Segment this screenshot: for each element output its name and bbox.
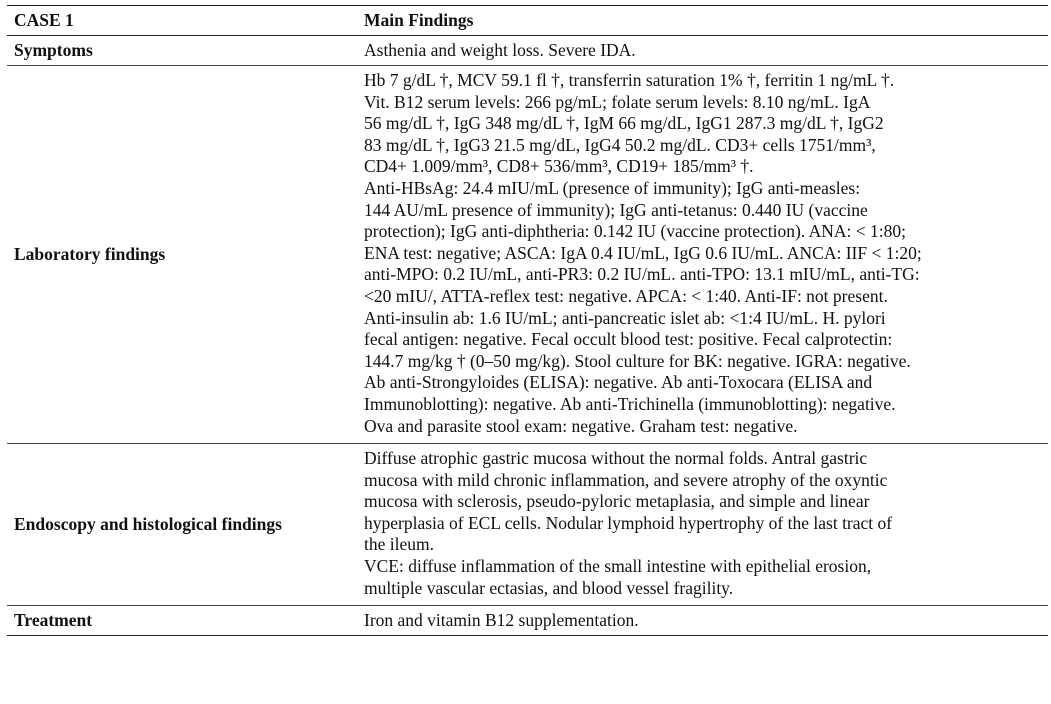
row-label-laboratory: Laboratory findings (14, 244, 166, 265)
table-row-treatment (7, 605, 1048, 635)
content-line: mucosa with sclerosis, pseudo-pyloric metaplasia, and simple and linear (364, 491, 870, 512)
content-line: mucosa with mild chronic inflammation, and severe atrophy of the oxyntic (364, 469, 888, 490)
content-line: 144.7 mg/kg † (0–50 mg/kg). Stool culture for BK: negative. IGRA: negative. (364, 350, 911, 371)
content-line: ENA test: negative; ASCA: IgA 0.4 IU/mL, IgG 0.6 IU/mL. ANCA: IIF < 1:20; (364, 242, 922, 263)
content-line: fecal antigen: negative. Fecal occult blood test: positive. Fecal calprotectin: (364, 329, 893, 350)
content-line: hyperplasia of ECL cells. Nodular lymphoid hypertrophy of the last tract of (364, 512, 893, 533)
row-label-treatment: Treatment (14, 610, 93, 631)
header-main-findings: Main Findings (364, 9, 474, 30)
table-row-endoscopy (7, 443, 1048, 605)
row-content-treatment (356, 606, 1048, 635)
table-header-row (7, 6, 1048, 36)
content-line: 56 mg/dL †, IgG 348 mg/dL †, IgM 66 mg/dL, IgG1 287.3 mg/dL †, IgG2 (364, 113, 884, 134)
content-line: <20 mIU/, ATTA-reflex test: negative. APCA: < 1:40. Anti-IF: not present. (364, 285, 888, 306)
content-line: 83 mg/dL †, IgG3 21.5 mg/dL, IgG4 50.2 mg/dL. CD3+ cells 1751/mm³, (364, 134, 876, 155)
content-line: CD4+ 1.009/mm³, CD8+ 536/mm³, CD19+ 185/mm³ †. (364, 156, 754, 177)
header-case-label: CASE 1 (14, 10, 74, 30)
content-line: Ova and parasite stool exam: negative. Graham test: negative. (364, 415, 798, 436)
content-line: multiple vascular ectasias, and blood vessel fragility. (364, 577, 734, 598)
table-row-symptoms (7, 36, 1048, 65)
row-content-laboratory (356, 66, 1048, 443)
table-row-laboratory (7, 65, 1048, 443)
row-label-symptoms: Symptoms (14, 40, 93, 60)
content-line: Anti-insulin ab: 1.6 IU/mL; anti-pancreatic islet ab: <1:4 IU/mL. H. pylori (364, 307, 886, 328)
content-line: Immunoblotting): negative. Ab anti-Trichinella (immunoblotting): negative. (364, 393, 896, 414)
findings-table (7, 5, 1048, 636)
content-line: protection); IgG anti-diphtheria: 0.142 IU (vaccine protection). ANA: < 1:80; (364, 221, 907, 242)
content-line: Ab anti-Strongyloides (ELISA): negative. Ab anti-Toxocara (ELISA and (364, 372, 873, 393)
row-content-symptoms (356, 36, 1048, 65)
content-line: Anti-HBsAg: 24.4 mIU/mL (presence of immunity); IgG anti-measles: (364, 177, 861, 198)
row-label-endoscopy: Endoscopy and histological findings (14, 514, 282, 535)
content-line: anti-MPO: 0.2 IU/mL, anti-PR3: 0.2 IU/mL. anti-TPO: 13.1 mIU/mL, anti-TG: (364, 264, 920, 285)
content-line: Vit. B12 serum levels: 266 pg/mL; folate serum levels: 8.10 ng/mL. IgA (364, 91, 871, 112)
content-line: Hb 7 g/dL †, MCV 59.1 fl †, transferrin saturation 1% †, ferritin 1 ng/mL †. (364, 70, 895, 90)
content-line: Diffuse atrophic gastric mucosa without the normal folds. Antral gastric (364, 448, 868, 469)
row-content-endoscopy (356, 444, 1048, 605)
content-line: Asthenia and weight loss. Severe IDA. (364, 39, 636, 60)
content-line: VCE: diffuse inflammation of the small intestine with epithelial erosion, (364, 556, 872, 577)
content-line: Iron and vitamin B12 supplementation. (364, 609, 639, 630)
content-line: 144 AU/mL presence of immunity); IgG anti-tetanus: 0.440 IU (vaccine (364, 199, 868, 220)
content-line: the ileum. (364, 534, 434, 555)
